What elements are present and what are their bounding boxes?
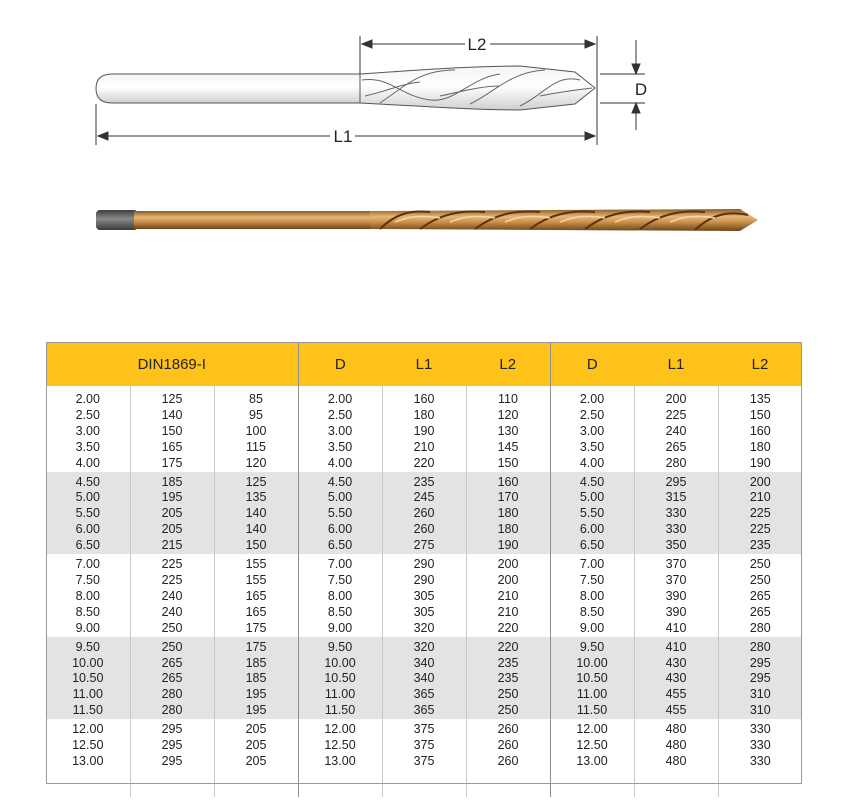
cell-value: 220 [413, 455, 435, 470]
cell-value: 3.00 [327, 423, 353, 438]
cell-value: 150 [161, 423, 183, 438]
cell-value: 135 [245, 490, 267, 505]
cell-value: 12.00 [324, 722, 356, 737]
cell-value: 12.50 [576, 738, 608, 753]
table-cell [46, 386, 130, 472]
drill-shank-gray [96, 210, 138, 230]
cell-value: 12.50 [324, 738, 356, 753]
cell-value: 330 [665, 506, 687, 521]
table-cell [634, 719, 718, 797]
table-cell [718, 386, 802, 472]
table-row [46, 719, 802, 797]
table-cell [130, 554, 214, 637]
cell-value: 170 [497, 490, 519, 505]
table-cell [550, 386, 634, 472]
cell-value: 125 [161, 392, 183, 406]
cell-value: 5.00 [579, 490, 605, 505]
cell-value: 6.50 [327, 538, 353, 553]
cell-value: 9.00 [579, 620, 605, 635]
cell-value: 12.00 [72, 722, 104, 737]
table-cell [46, 554, 130, 637]
cell-value: 12.00 [576, 722, 608, 737]
cell-value: 115 [246, 439, 266, 454]
table-body [46, 386, 802, 797]
cell-value: 180 [497, 522, 519, 537]
cell-value: 225 [161, 557, 183, 572]
cell-value: 150 [749, 407, 771, 422]
cell-value: 200 [497, 572, 519, 587]
table-cell [382, 386, 466, 472]
cell-value: 330 [749, 738, 771, 753]
cell-value: 260 [497, 738, 519, 753]
cell-value: 11.00 [576, 687, 608, 702]
header-l1-2: L1 [382, 342, 466, 386]
table-cell [214, 637, 298, 720]
cell-value: 265 [161, 671, 183, 686]
cell-value: 155 [245, 557, 267, 572]
cell-value: 205 [245, 738, 267, 753]
cell-value: 6.00 [579, 522, 605, 537]
table-cell [550, 472, 634, 555]
cell-value: 13.00 [72, 753, 104, 768]
cell-value: 4.00 [75, 455, 100, 470]
cell-value: 430 [665, 655, 687, 670]
cell-value: 4.00 [327, 455, 353, 470]
cell-value: 9.50 [75, 639, 100, 654]
cell-value: 190 [497, 538, 519, 553]
cell-value: 130 [497, 423, 519, 438]
cell-value: 6.50 [75, 538, 100, 553]
cell-value: 295 [161, 753, 183, 768]
cell-value: 290 [413, 557, 435, 572]
cell-value: 390 [665, 588, 687, 603]
cell-value: 175 [245, 620, 267, 635]
table-cell [466, 637, 550, 720]
gold-drill-illustration [96, 209, 758, 231]
cell-value: 295 [665, 474, 687, 489]
cell-value: 165 [245, 604, 267, 619]
cell-value: 240 [665, 423, 687, 438]
cell-value: 480 [665, 722, 687, 737]
cell-value: 175 [161, 455, 183, 470]
cell-value: 13.00 [576, 753, 608, 768]
cell-value: 275 [413, 538, 435, 553]
cell-value: 295 [161, 722, 183, 737]
cell-value: 190 [413, 423, 435, 438]
cell-value: 155 [245, 572, 267, 587]
drill-shank-outline [96, 74, 360, 103]
cell-value: 480 [665, 753, 687, 768]
cell-value: 280 [161, 703, 183, 718]
cell-value: 5.00 [327, 490, 353, 505]
table-cell [634, 554, 718, 637]
cell-value: 320 [413, 620, 435, 635]
cell-value: 220 [497, 639, 519, 654]
cell-value: 235 [497, 671, 519, 686]
cell-value: 410 [665, 620, 687, 635]
cell-value: 375 [413, 738, 435, 753]
cell-value: 10.50 [72, 671, 104, 686]
table-cell [214, 472, 298, 555]
table-row [46, 637, 802, 720]
cell-value: 295 [749, 671, 771, 686]
cell-value: 280 [161, 687, 183, 702]
cell-value: 250 [497, 703, 519, 718]
cell-value: 250 [161, 639, 183, 654]
cell-value: 185 [245, 655, 267, 670]
cell-value: 11.50 [324, 703, 356, 718]
drill-spec-table [46, 342, 802, 797]
cell-value: 9.50 [579, 639, 605, 654]
cell-value: 2.50 [75, 407, 100, 422]
cell-value: 7.00 [327, 557, 353, 572]
table-cell [46, 472, 130, 555]
cell-value: 455 [665, 703, 687, 718]
cell-value: 10.50 [324, 671, 356, 686]
cell-value: 95 [249, 407, 263, 422]
cell-value: 3.00 [75, 423, 100, 438]
cell-value: 260 [413, 522, 435, 537]
cell-value: 195 [245, 703, 267, 718]
table-cell [718, 472, 802, 555]
cell-value: 195 [161, 490, 183, 505]
cell-value: 280 [749, 620, 771, 635]
cell-value: 10.00 [324, 655, 356, 670]
cell-value: 330 [665, 522, 687, 537]
cell-value: 2.50 [327, 407, 353, 422]
table-cell [130, 386, 214, 472]
header-l2-2: L2 [466, 342, 550, 386]
cell-value: 8.50 [579, 604, 605, 619]
cell-value: 2.00 [75, 392, 100, 406]
cell-value: 160 [749, 423, 771, 438]
cell-value: 225 [749, 506, 771, 521]
cell-value: 6.50 [579, 538, 605, 553]
table-header-row [46, 342, 802, 386]
cell-value: 225 [665, 407, 687, 422]
cell-value: 160 [413, 392, 435, 406]
cell-value: 340 [413, 671, 435, 686]
cell-value: 240 [161, 588, 183, 603]
header-d-2: D [298, 342, 382, 386]
cell-value: 480 [665, 738, 687, 753]
table-cell [466, 719, 550, 797]
table-cell [466, 472, 550, 555]
cell-value: 370 [665, 557, 687, 572]
cell-value: 2.50 [579, 407, 605, 422]
header-l2-3: L2 [718, 342, 802, 386]
cell-value: 160 [497, 474, 519, 489]
cell-value: 3.00 [579, 423, 605, 438]
cell-value: 5.50 [327, 506, 353, 521]
table-cell [466, 386, 550, 472]
table-cell [298, 719, 382, 797]
cell-value: 8.00 [579, 588, 605, 603]
table-cell [214, 719, 298, 797]
cell-value: 110 [498, 392, 518, 406]
dimension-label-l1: L1 [333, 127, 353, 146]
cell-value: 3.50 [327, 439, 353, 454]
cell-value: 260 [413, 506, 435, 521]
cell-value: 8.00 [75, 588, 100, 603]
table-cell [382, 637, 466, 720]
cell-value: 6.00 [327, 522, 353, 537]
cell-value: 8.50 [327, 604, 353, 619]
cell-value: 150 [497, 455, 519, 470]
cell-value: 4.00 [579, 455, 605, 470]
cell-value: 125 [245, 474, 267, 489]
cell-value: 12.50 [72, 738, 104, 753]
cell-value: 250 [749, 572, 771, 587]
cell-value: 330 [749, 722, 771, 737]
cell-value: 7.00 [75, 557, 100, 572]
table-cell [634, 637, 718, 720]
cell-value: 210 [413, 439, 435, 454]
cell-value: 215 [161, 538, 183, 553]
cell-value: 235 [497, 655, 519, 670]
cell-value: 310 [749, 687, 771, 702]
cell-value: 265 [665, 439, 687, 454]
drill-diagram [0, 0, 843, 260]
table-cell [550, 719, 634, 797]
cell-value: 7.50 [327, 572, 353, 587]
cell-value: 11.50 [576, 703, 608, 718]
cell-value: 190 [749, 455, 771, 470]
cell-value: 11.50 [72, 703, 103, 718]
cell-value: 140 [245, 506, 267, 521]
table-cell [718, 637, 802, 720]
cell-value: 10.00 [576, 655, 608, 670]
cell-value: 180 [749, 439, 771, 454]
cell-value: 370 [665, 572, 687, 587]
cell-value: 120 [497, 407, 519, 422]
cell-value: 5.50 [75, 506, 100, 521]
cell-value: 4.50 [327, 474, 353, 489]
table-cell [298, 472, 382, 555]
table-cell [382, 472, 466, 555]
cell-value: 375 [413, 722, 435, 737]
table-cell [634, 472, 718, 555]
header-standard: DIN1869-I [46, 342, 298, 386]
cell-value: 305 [413, 604, 435, 619]
cell-value: 225 [161, 572, 183, 587]
table-cell [298, 386, 382, 472]
cell-value: 180 [497, 506, 519, 521]
cell-value: 175 [245, 639, 267, 654]
cell-value: 7.00 [579, 557, 605, 572]
cell-value: 7.50 [579, 572, 605, 587]
table-cell [214, 554, 298, 637]
table-cell [718, 719, 802, 797]
cell-value: 320 [413, 639, 435, 654]
cell-value: 4.50 [579, 474, 605, 489]
cell-value: 8.50 [75, 604, 100, 619]
cell-value: 235 [413, 474, 435, 489]
dimension-label-d: D [634, 80, 648, 99]
cell-value: 205 [245, 722, 267, 737]
cell-value: 7.50 [75, 572, 100, 587]
cell-value: 295 [749, 655, 771, 670]
drill-shank-gold [134, 211, 374, 229]
cell-value: 260 [497, 722, 519, 737]
cell-value: 140 [161, 407, 183, 422]
cell-value: 390 [665, 604, 687, 619]
cell-value: 85 [249, 392, 263, 406]
cell-value: 210 [497, 604, 519, 619]
cell-value: 295 [161, 738, 183, 753]
cell-value: 185 [161, 474, 183, 489]
cell-value: 280 [665, 455, 687, 470]
table-cell [718, 554, 802, 637]
cell-value: 225 [749, 522, 771, 537]
cell-value: 260 [497, 753, 519, 768]
cell-value: 3.50 [579, 439, 605, 454]
table-cell [46, 637, 130, 720]
cell-value: 2.00 [579, 392, 605, 406]
table-cell [382, 554, 466, 637]
cell-value: 200 [665, 392, 687, 406]
cell-value: 250 [161, 620, 183, 635]
table-cell [130, 472, 214, 555]
cell-value: 365 [413, 703, 435, 718]
cell-value: 455 [665, 687, 687, 702]
cell-value: 11.00 [324, 687, 356, 702]
cell-value: 280 [749, 639, 771, 654]
header-l1-3: L1 [634, 342, 718, 386]
table-cell [214, 386, 298, 472]
table-row [46, 386, 802, 472]
cell-value: 265 [749, 604, 771, 619]
cell-value: 10.50 [576, 671, 608, 686]
cell-value: 5.00 [75, 490, 100, 505]
cell-value: 2.00 [327, 392, 353, 406]
cell-value: 165 [245, 588, 267, 603]
table-cell [298, 637, 382, 720]
cell-value: 240 [161, 604, 183, 619]
cell-value: 185 [245, 671, 267, 686]
technical-drill-drawing [96, 35, 647, 146]
cell-value: 250 [497, 687, 519, 702]
cell-value: 210 [749, 490, 771, 505]
cell-value: 205 [161, 522, 183, 537]
table-cell [466, 554, 550, 637]
table-cell [382, 719, 466, 797]
cell-value: 5.50 [579, 506, 605, 521]
cell-value: 6.00 [75, 522, 100, 537]
cell-value: 365 [413, 687, 435, 702]
cell-value: 220 [497, 620, 519, 635]
cell-value: 200 [497, 557, 519, 572]
cell-value: 200 [749, 474, 771, 489]
cell-value: 9.50 [327, 639, 353, 654]
cell-value: 165 [161, 439, 183, 454]
table-cell [298, 554, 382, 637]
cell-value: 11.00 [72, 687, 103, 702]
cell-value: 145 [497, 439, 519, 454]
cell-value: 4.50 [75, 474, 100, 489]
cell-value: 100 [245, 423, 267, 438]
cell-value: 135 [749, 392, 771, 406]
cell-value: 290 [413, 572, 435, 587]
table-cell [46, 719, 130, 797]
cell-value: 8.00 [327, 588, 353, 603]
cell-value: 350 [665, 538, 687, 553]
cell-value: 9.00 [327, 620, 353, 635]
cell-value: 140 [245, 522, 267, 537]
table-row [46, 472, 802, 555]
header-d-3: D [550, 342, 634, 386]
cell-value: 265 [161, 655, 183, 670]
cell-value: 210 [497, 588, 519, 603]
cell-value: 235 [749, 538, 771, 553]
dimension-label-l2: L2 [467, 35, 487, 54]
table-cell [550, 637, 634, 720]
cell-value: 265 [749, 588, 771, 603]
cell-value: 195 [245, 687, 267, 702]
cell-value: 330 [749, 753, 771, 768]
cell-value: 205 [245, 753, 267, 768]
cell-value: 245 [413, 490, 435, 505]
cell-value: 180 [413, 407, 435, 422]
cell-value: 3.50 [75, 439, 100, 454]
cell-value: 9.00 [75, 620, 100, 635]
table-cell [130, 637, 214, 720]
cell-value: 315 [665, 490, 687, 505]
cell-value: 250 [749, 557, 771, 572]
cell-value: 10.00 [72, 655, 104, 670]
table-cell [634, 386, 718, 472]
cell-value: 410 [665, 639, 687, 654]
cell-value: 430 [665, 671, 687, 686]
cell-value: 13.00 [324, 753, 356, 768]
table-row [46, 554, 802, 637]
cell-value: 205 [161, 506, 183, 521]
cell-value: 150 [245, 538, 267, 553]
cell-value: 305 [413, 588, 435, 603]
cell-value: 310 [749, 703, 771, 718]
cell-value: 375 [413, 753, 435, 768]
table-cell [550, 554, 634, 637]
table-cell [130, 719, 214, 797]
cell-value: 120 [245, 455, 267, 470]
cell-value: 340 [413, 655, 435, 670]
